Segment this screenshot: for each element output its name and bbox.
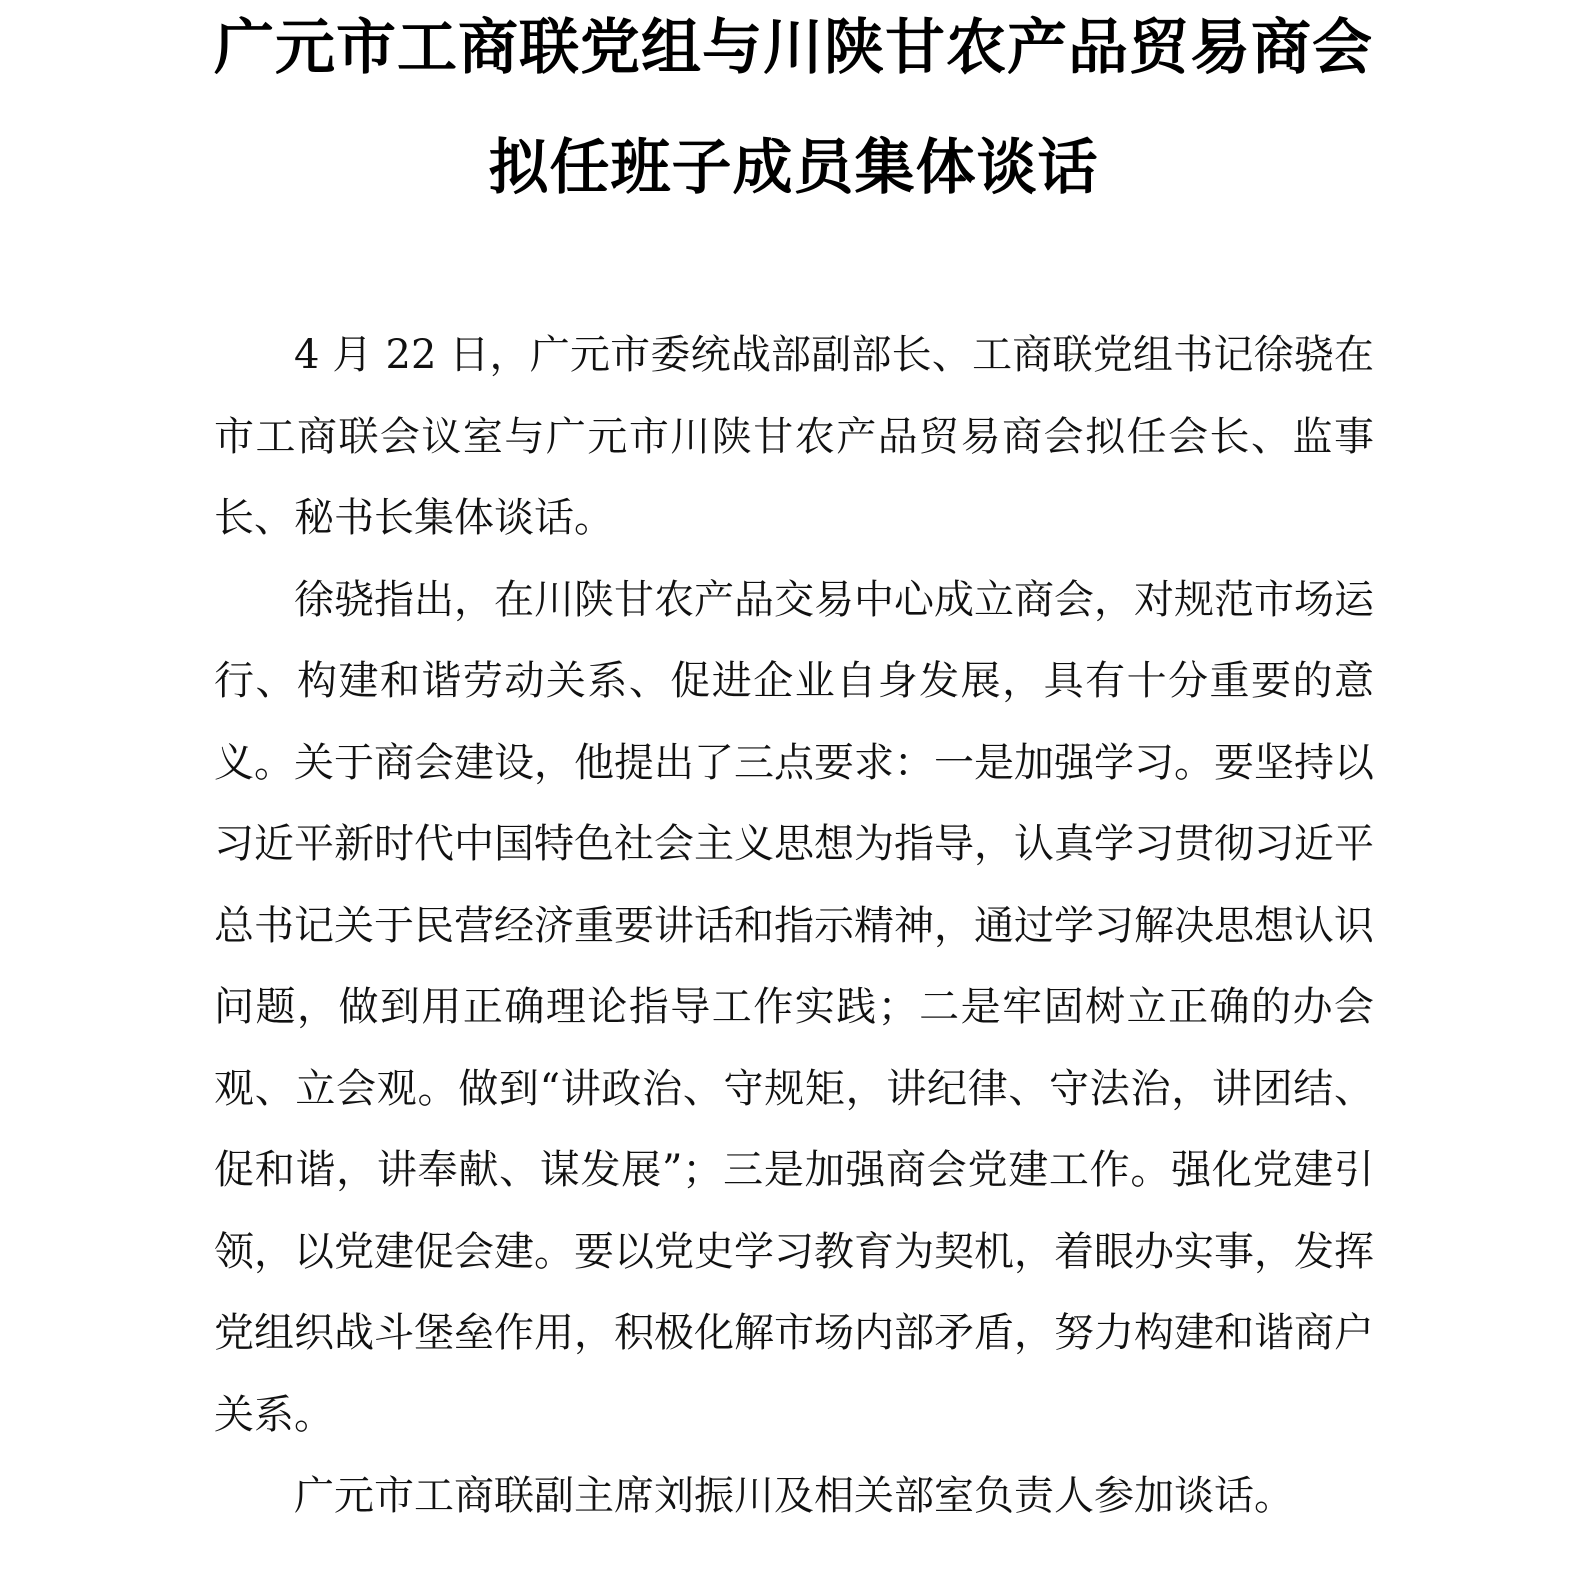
document-body	[214, 315, 1374, 1538]
paragraph-1: 4 月 22 日，广元市委统战部副部长、工商联党组书记徐骁在市工商联会议室与广元市川陕甘农产品贸易商会拟任会长、监事长、秘书长集体谈话。	[214, 332, 1374, 541]
paragraph-2: 徐骁指出，在川陕甘农产品交易中心成立商会，对规范市场运行、构建和谐劳动关系、促进企业自身发展，具有十分重要的意义。关于商会建设，他提出了三点要求：一是加强学习。要坚持以习近平新时代中国特色社会主义思想为指导，认真学习贯彻习近平总书记关于民营经济重要讲话和指示精神，通过学习解决思想认识问题，做到用正确理论指导工作实践；二是牢固树立正确的办会观、立会观。做到“讲政治、守规矩，讲纪律、守法治，讲团结、促和谐，讲奉献、谋发展”；三是加强商会党建工作。强化党建引领，以党建促会建。要以党史学习教育为契机，着眼办实事，发挥党组织战斗堡垒作用，积极化解市场内部矛盾，努力构建和谐商户关系。	[214, 576, 1374, 1438]
document-title-line-2: 拟任班子成员集体谈话	[488, 133, 1099, 203]
paragraph-3: 广元市工商联副主席刘振川及相关部室负责人参加谈话。	[294, 1473, 1294, 1519]
document-title-line-1: 广元市工商联党组与川陕甘农产品贸易商会	[214, 13, 1373, 83]
